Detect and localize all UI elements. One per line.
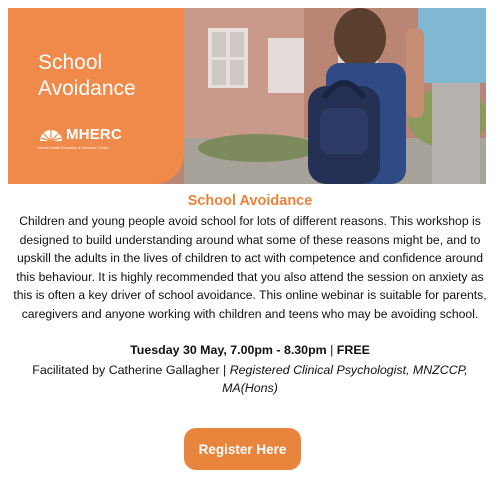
logo-name: MHERC xyxy=(66,126,122,143)
event-price: FREE xyxy=(336,343,370,357)
mherc-logo xyxy=(38,126,122,143)
event-description: Children and young people avoid school for lots of different reasons. This workshop is designed to build understanding around what some of these reasons might be, and to upskill the adults in the lives of children to act with competence and confidence around this behaviour. It is highly recommended that you also attend the session on anxiety as this is often a key driver of school avoidance. This online webinar is suitable for parents, caregivers and anyone working with children and teens who may be avoiding school. xyxy=(13,214,487,321)
register-button[interactable]: Register Here xyxy=(184,428,301,470)
banner-title xyxy=(38,50,178,102)
facilitator-name: Facilitated by Catherine Gallagher xyxy=(32,363,220,377)
event-heading: School Avoidance xyxy=(187,193,313,209)
event-content xyxy=(0,192,500,397)
banner-title-line2: Avoidance xyxy=(38,77,136,100)
banner-title-line1: School xyxy=(38,51,103,74)
facilitator-separator: | xyxy=(223,363,227,377)
sunrise-icon xyxy=(38,128,64,142)
title-panel xyxy=(8,8,184,184)
facilitator-info xyxy=(15,361,485,397)
event-separator: | xyxy=(330,343,334,357)
event-datetime: Tuesday 30 May, 7.00pm - 8.30pm xyxy=(130,343,327,357)
event-details xyxy=(0,341,500,359)
hero-banner xyxy=(8,8,486,184)
facilitator-credentials: Registered Clinical Psychologist, MNZCCP, MA(Hons) xyxy=(222,363,468,395)
logo-tagline: Mental Health Education & Resource Centre xyxy=(38,146,109,150)
